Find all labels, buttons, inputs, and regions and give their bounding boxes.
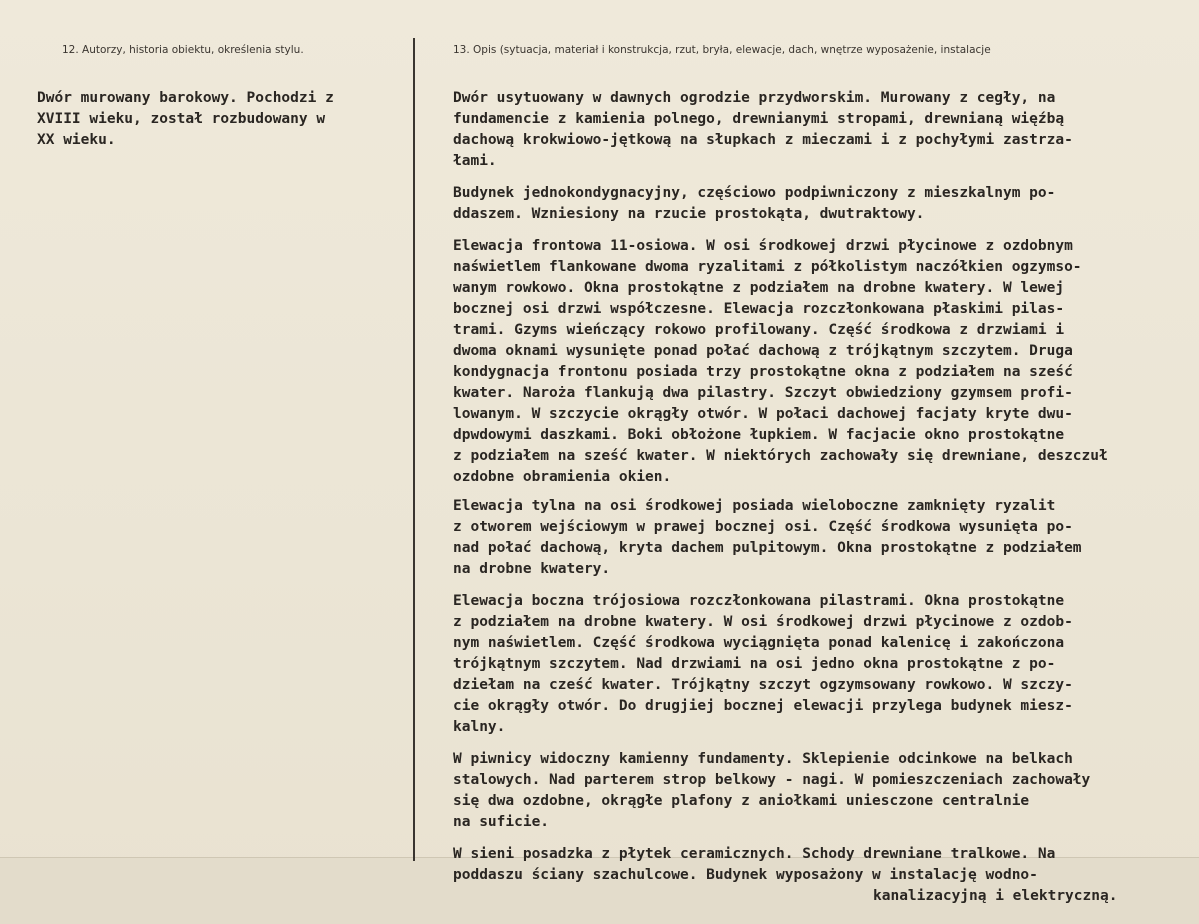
text-line: W sieni posadzka z płytek ceramicznych. Schody drewniane tralkowe. Na xyxy=(453,846,1056,862)
text-line: stalowych. Nad parterem strop belkowy - nagi. W pomieszczeniach zachowały xyxy=(453,772,1091,788)
text-line: cie okrągły otwór. Do drugjiej bocznej elewacji przylega budynek miesz- xyxy=(453,698,1073,714)
text-line: z otworem wejściowym w prawej bocznej osi. Część środkowa wysunięta po- xyxy=(453,519,1073,535)
text-line: wanym rowkowo. Okna prostokątne z podziałem na drobne kwatery. W lewej xyxy=(453,280,1065,296)
paragraph-front-elevation xyxy=(453,236,1193,488)
text-line: kwater. Naroża flankują dwa pilastry. Szczyt obwiedziony gzymsem profi- xyxy=(453,385,1073,401)
text-line: nym naświetlem. Część środkowa wyciągnięta ponad kalenicę i zakończona xyxy=(453,635,1065,651)
paragraph-side-elevation xyxy=(453,591,1193,738)
text-line: XX wieku. xyxy=(37,132,116,148)
text-line: nad połać dachową, kryta dachem pulpitowym. Okna prostokątne z podziałem xyxy=(453,540,1082,556)
text-line: naświetlem flankowane dwoma ryzalitami z półkolistym naczółkien ogzymso- xyxy=(453,259,1082,275)
text-line: XVIII wieku, został rozbudowany w xyxy=(37,111,326,127)
paragraph-plan xyxy=(453,183,1193,225)
text-line: trójkątnym szczytem. Nad drzwiami na osi jedno okna prostokątne z po- xyxy=(453,656,1056,672)
text-line: kanalizacyjną i elektryczną. xyxy=(873,888,1118,904)
text-line: z podziałem na sześć kwater. W niektórych zachowały się drewniane, deszczuł xyxy=(453,448,1108,464)
text-line: Elewacja boczna trójosiowa rozczłonkowana pilastrami. Okna prostokątne xyxy=(453,593,1065,609)
description-text xyxy=(453,88,1193,918)
text-line: ddaszem. Wzniesiony na rzucie prostokąta, dwutraktowy. xyxy=(453,206,925,222)
text-line: kondygnacja frontonu posiada trzy prostokątne okna z podziałem na sześć xyxy=(453,364,1073,380)
text-line: Dwór murowany barokowy. Pochodzi z xyxy=(37,90,334,106)
paragraph-situation xyxy=(453,88,1193,172)
text-line: W piwnicy widoczny kamienny fundamenty. Sklepienie odcinkowe na belkach xyxy=(453,751,1073,767)
text-line: na drobne kwatery. xyxy=(453,561,611,577)
text-line: dachową krokwiowo-jętkową na słupkach z mieczami i z pochyłymi zastrza- xyxy=(453,132,1073,148)
text-line: Budynek jednokondygnacyjny, częściowo podpiwniczony z mieszkalnym po- xyxy=(453,185,1056,201)
text-line: z podziałem na drobne kwatery. W osi środkowej drzwi płycinowe z ozdob- xyxy=(453,614,1073,630)
text-line: ozdobne obramienia okien. xyxy=(453,469,672,485)
text-line: Elewacja tylna na osi środkowej posiada wieloboczne zamknięty ryzalit xyxy=(453,498,1056,514)
text-line: Elewacja frontowa 11-osiowa. W osi środkowej drzwi płycinowe z ozdobnym xyxy=(453,238,1073,254)
text-line: Dwór usytuowany w dawnych ogrodzie przydworskim. Murowany z cegły, na xyxy=(453,90,1056,106)
text-line: się dwa ozdobne, okrągłe plafony z aniołkami uniesczone centralnie xyxy=(453,793,1030,809)
text-line: na suficie. xyxy=(453,814,550,830)
text-line: bocznej osi drzwi współczesne. Elewacja rozczłonkowana płaskimi pilas- xyxy=(453,301,1065,317)
column-divider xyxy=(413,38,415,861)
text-line: kalny. xyxy=(453,719,506,735)
text-line: poddaszu ściany szachulcowe. Budynek wyposażony w instalację wodno- xyxy=(453,867,1038,883)
history-text xyxy=(37,88,397,151)
text-line: lowanym. W szczycie okrągły otwór. W połaci dachowej facjaty kryte dwu- xyxy=(453,406,1073,422)
paragraph-rear-elevation xyxy=(453,496,1193,580)
column-12-header: 12. Autorzy, historia obiektu, określenia stylu. xyxy=(62,44,304,56)
text-line: dwoma oknami wysunięte ponad połać dachową z trójkątnym szczytem. Druga xyxy=(453,343,1073,359)
text-line: dpwdowymi daszkami. Boki obłożone łupkiem. W facjacie okno prostokątne xyxy=(453,427,1065,443)
text-line: fundamencie z kamienia polnego, drewnianymi stropami, drewnianą więźbą xyxy=(453,111,1065,127)
column-13-header: 13. Opis (sytuacja, materiał i konstrukcja, rzut, bryła, elewacje, dach, wnętrze wyposażenie, instalacje xyxy=(453,44,991,56)
paragraph-basement xyxy=(453,749,1193,833)
text-line: trami. Gzyms wieńczący rokowo profilowany. Część środkowa z drzwiami i xyxy=(453,322,1065,338)
paragraph-interior xyxy=(453,844,1193,907)
text-line: łami. xyxy=(453,153,497,169)
text-line: dziełam na cześć kwater. Trójkątny szczyt ogzymsowany rowkowo. W szczy- xyxy=(453,677,1073,693)
